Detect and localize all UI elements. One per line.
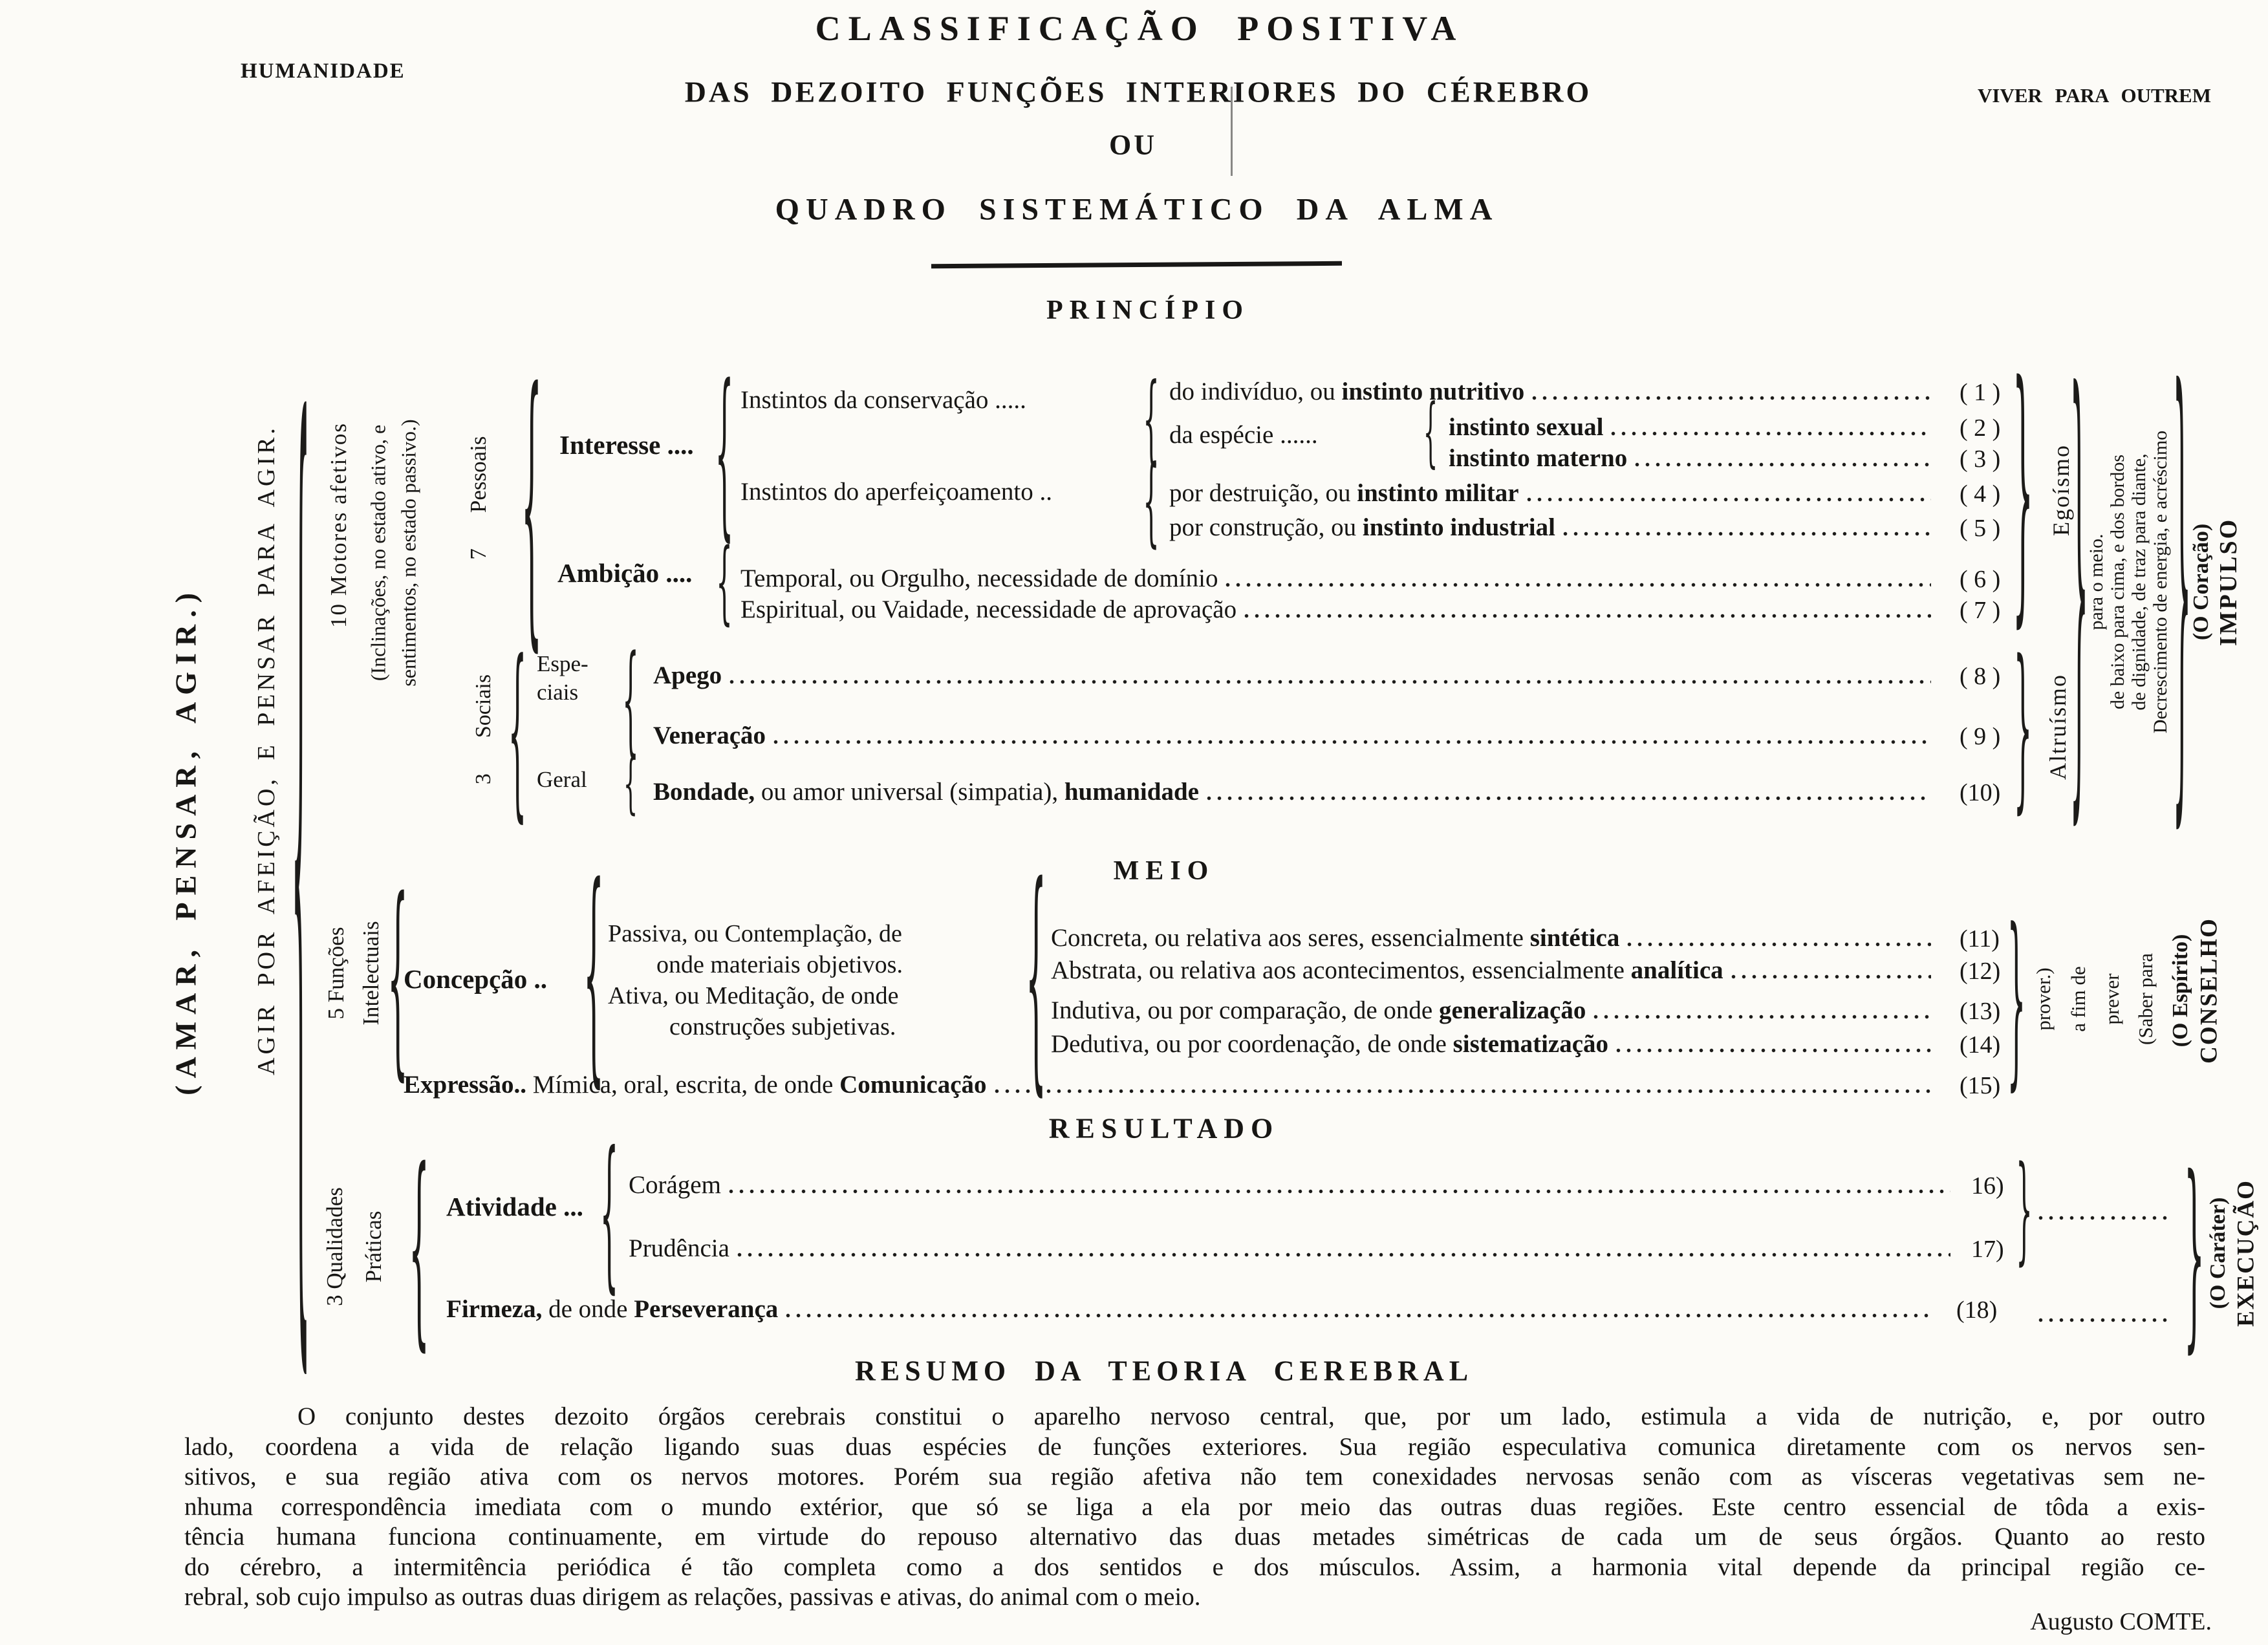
num-9: ( 9 ) (1960, 723, 2001, 750)
brace-16-17 (2016, 1151, 2032, 1267)
label-ambicao: Ambição .... (557, 558, 693, 588)
impulso-note-line2: de dignidade, de traz para diante, (2128, 453, 2150, 711)
dots-execucao-1 (2038, 1216, 2173, 1220)
conselho-note-line3: a fim de (2067, 966, 2090, 1032)
margin-label-viver: VIVER PARA OUTREM (1978, 84, 2211, 107)
brace-concepcao (583, 857, 604, 1090)
dotted-leader (1226, 583, 1931, 587)
brace-especie (1423, 394, 1438, 470)
brace-modos (1026, 855, 1046, 1098)
brace-pessoais (521, 356, 542, 653)
row-instinto-militar (1169, 478, 1940, 508)
label-sociais (471, 674, 496, 784)
row-expressao (404, 1070, 1940, 1099)
page-subtitle: QUADRO SISTEMÁTICO DA ALMA (775, 192, 1499, 227)
num-14: (14) (1960, 1031, 2001, 1059)
sociais-word: Sociais (471, 674, 495, 738)
label-impulso: IMPULSO (2215, 517, 2242, 647)
dotted-leader (786, 1313, 1934, 1318)
impulso-note-line1: Decrescimento de energia, e acréscimo (2150, 430, 2171, 734)
num-6: ( 6 ) (1960, 566, 2001, 593)
brace-ambicao (716, 537, 732, 627)
margin-label-humanidade: HUMANIDADE (241, 59, 405, 83)
label-funcoes-line2: Intelectuais (358, 921, 383, 1026)
row-text: Corágem (629, 1171, 721, 1199)
row-prudencia (629, 1234, 1960, 1263)
row-indutiva (1051, 996, 1940, 1025)
page-subtitle-line: DAS DEZOITO FUNÇÕES INTERIORES DO CÉREBRO (684, 75, 1592, 109)
brace-qualidades (409, 1143, 429, 1353)
dotted-leader (1611, 431, 1931, 436)
pessoais-word: Pessoais (466, 436, 491, 513)
brace-egoismo (2013, 351, 2033, 629)
num-3: ( 3 ) (1960, 446, 2001, 473)
dotted-leader (1244, 614, 1931, 618)
dotted-leader (1731, 974, 1931, 979)
row-coragem (629, 1170, 1960, 1199)
label-atividade: Atividade ... (446, 1192, 583, 1221)
dotted-leader (1593, 1015, 1931, 1019)
row-text: Abstrata, ou relativa aos acontecimentos, essencialmente analítica (1051, 956, 1723, 984)
row-abstrata (1051, 956, 1940, 985)
brace-outer (292, 317, 310, 1371)
sociais-count: 3 (471, 773, 495, 785)
row-veneracao (653, 721, 1940, 750)
label-interesse: Interesse .... (559, 430, 694, 460)
dotted-leader (1527, 497, 1931, 502)
row-dedutiva (1051, 1029, 1940, 1059)
num-16: 16) (1971, 1172, 2004, 1199)
num-7: ( 7 ) (1960, 597, 2001, 624)
brace-sociais (508, 637, 527, 824)
dotted-leader (1635, 462, 1931, 467)
resumo-line: do cérebro, a intermitência periódica é tão completa como a dos sentidos e dos músculos. Assim, a harmonia vital depende da principal região ce- (184, 1553, 2205, 1581)
brace-interesse (715, 362, 734, 543)
brace-atividade (600, 1131, 619, 1296)
label-conselho-sub: (O Espírito) (2168, 934, 2192, 1048)
dotted-leader (1627, 942, 1931, 947)
label-geral: Geral (537, 767, 587, 792)
resumo-line: nhuma correspondência imediata com o mundo extérior, que só se liga a ela por meio das outras duas regiões. Este centro essencial de tôda a exis- (184, 1492, 2205, 1521)
label-qualidades-line2: Práticas (361, 1210, 386, 1283)
brace-execucao (2184, 1152, 2205, 1355)
dotted-leader (729, 1189, 1950, 1194)
row-text: por construção, ou instinto industrial (1169, 513, 1555, 541)
brace-conselho (2007, 905, 2026, 1093)
label-altruismo: Altruísmo (2045, 673, 2071, 780)
num-12: (12) (1960, 958, 2001, 985)
row-instinto-sexual (1449, 413, 1940, 442)
row-text: Dedutiva, ou por coordenação, de onde sistematização (1051, 1030, 1609, 1058)
impulso-note-line3: de baixo para cima, e dos bordos (2107, 454, 2128, 710)
brace-altruismo (2014, 638, 2033, 816)
dotted-leader (1207, 796, 1931, 801)
dotted-leader (773, 740, 1931, 744)
row-text: Firmeza, de onde Perseverança (446, 1295, 779, 1323)
dotted-leader (1616, 1048, 1931, 1053)
dotted-leader (1563, 532, 1931, 536)
row-firmeza (446, 1295, 1943, 1324)
label-motores-afetivos: 10 Motores afetivos (326, 422, 351, 628)
label-execucao: EXECUÇÃO (2232, 1179, 2260, 1327)
dotted-leader (729, 680, 1931, 684)
label-qualidades-line1: 3 Qualidades (322, 1187, 347, 1306)
resumo-line: lado, coordena a vida de relação ligando suas duas espécies de funções exteriores. Sua região especulativa comunica diretamente com os nervos sen- (184, 1432, 2205, 1461)
label-egoismo: Egoísmo (2048, 444, 2074, 537)
impulso-note-line4: para o meio. (2086, 533, 2107, 630)
brace-aperfeicoamento (1143, 453, 1159, 550)
resumo-line: sitivos, e sua região ativa com os nervos motores. Porém sua região afetiva não tem conexidades nervosas senão com as vísceras vegetativas sem ne- (184, 1463, 2205, 1490)
brace-especiais (622, 640, 638, 760)
dotted-leader (1532, 396, 1931, 400)
resumo-line: tência humana funciona continuamente, em virtude do repouso alternativo das duas metades simétricas de cada um de seus órgãos. Quanto ao resto (184, 1523, 2205, 1551)
num-8: ( 8 ) (1960, 663, 2001, 690)
row-text: Espiritual, ou Vaidade, necessidade de aprovação (740, 596, 1237, 623)
resumo-paragraph (184, 1402, 2205, 1613)
section-heading-resumo: RESUMO DA TEORIA CEREBRAL (854, 1355, 1474, 1387)
num-1: ( 1 ) (1960, 379, 2001, 406)
label-da-especie: da espécie ...... (1169, 421, 1318, 449)
label-conservacao: Instintos da conservação ..... (740, 386, 1026, 414)
row-text: Veneração (653, 722, 766, 749)
row-concreta (1051, 923, 1940, 952)
row-text: Bondade, ou amor universal (simpatia), humanidade (653, 778, 1199, 806)
row-text: instinto sexual (1449, 413, 1604, 441)
section-heading-meio: MEIO (1113, 856, 1215, 886)
dotted-leader (995, 1089, 1931, 1093)
title-rule (931, 261, 1342, 268)
row-text: Temporal, ou Orgulho, necessidade de domínio (740, 564, 1218, 592)
label-execucao-sub: (O Caráter) (2206, 1197, 2230, 1309)
concepcao-modes: Passiva, ou Contemplação, de onde materiais objetivos. Ativa, ou Meditação, de onde construções subjetivas. (608, 920, 903, 1040)
label-concepcao: Concepção .. (404, 964, 548, 994)
brace-geral (623, 751, 638, 816)
label-impulso-sub: (O Coração) (2189, 523, 2213, 641)
dotted-leader (737, 1253, 1950, 1257)
pessoais-count: 7 (466, 548, 491, 560)
resumo-line: O conjunto destes dezoito órgãos cerebrais constitui o aparelho nervoso central, que, por um lado, estimula a vida de nutrição, e, por outro (297, 1403, 2205, 1430)
row-text: do indivíduo, ou instinto nutritivo (1169, 378, 1525, 405)
row-instinto-industrial (1169, 513, 1940, 542)
row-instinto-materno (1449, 444, 1940, 473)
row-text: Indutiva, ou por comparação, de onde generalização (1051, 996, 1586, 1024)
row-text: por destruição, ou instinto militar (1169, 479, 1519, 507)
num-18: (18) (1956, 1296, 1998, 1324)
section-heading-principio: PRINCÍPIO (1046, 296, 1250, 325)
fold-crease (1231, 87, 1233, 176)
label-inclinacoes-line2: sentimentos, no estado passivo.) (396, 419, 420, 687)
row-text: instinto materno (1449, 444, 1628, 472)
conselho-note-line4: prover.) (2032, 967, 2055, 1031)
label-conselho: CONSELHO (2196, 918, 2223, 1064)
num-5: ( 5 ) (1960, 515, 2001, 542)
conselho-note-line1: (Saber para (2134, 953, 2157, 1045)
title-ou: OU (1109, 129, 1157, 161)
rail-motto: (AMAR, PENSAR, AGIR.) (169, 586, 202, 1095)
row-espiritual-vaidade (740, 595, 1940, 624)
signature: Augusto COMTE. (2030, 1608, 2212, 1635)
resumo-line: rebral, sob cujo impulso as outras duas dirigem as relações, passivas e ativas, do animal com o meio. (184, 1583, 1201, 1611)
row-apego (653, 661, 1940, 690)
row-text: Expressão.. Mímica, oral, escrita, de onde Comunicação (404, 1071, 987, 1099)
num-15: (15) (1960, 1072, 2001, 1099)
label-pessoais (466, 436, 491, 559)
page-title: CLASSIFICAÇÃO POSITIVA (815, 9, 1464, 48)
num-11: (11) (1960, 925, 2000, 952)
section-heading-resultado: RESULTADO (1048, 1112, 1280, 1145)
num-13: (13) (1960, 998, 2001, 1025)
num-2: ( 2 ) (1960, 414, 2001, 442)
rail-axis: AGIR POR AFEIÇÃO, E PENSAR PARA AGIR. (253, 425, 280, 1075)
dots-execucao-2 (2038, 1318, 2173, 1322)
row-temporal-orgulho (740, 564, 1940, 593)
num-17: 17) (1971, 1236, 2004, 1263)
label-aperfeicoamento: Instintos do aperfeiçoamento .. (740, 478, 1052, 506)
row-text: Apego (653, 661, 722, 689)
num-10: (10) (1960, 779, 2001, 806)
row-text: Concreta, ou relativa aos seres, essencialmente sintética (1051, 924, 1620, 952)
row-text: Prudência (629, 1234, 729, 1262)
label-especiais: Espe- ciais (537, 651, 589, 705)
num-4: ( 4 ) (1960, 480, 2001, 508)
label-inclinacoes-line1: (Inclinações, no estado ativo, e (366, 424, 390, 682)
row-bondade (653, 777, 1940, 806)
label-funcoes-line1: 5 Funções (323, 927, 349, 1020)
conselho-note-line2: prever (2101, 973, 2123, 1025)
row-instinto-nutritivo (1169, 377, 1940, 406)
